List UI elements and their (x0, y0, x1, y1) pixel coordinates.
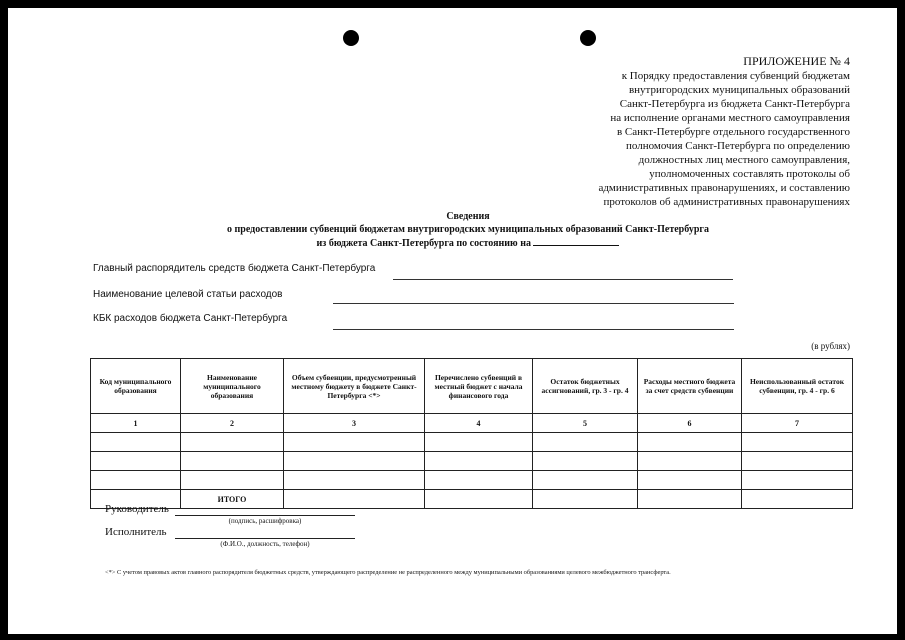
table-cell[interactable] (91, 471, 181, 490)
table-cell[interactable] (425, 471, 533, 490)
table-cell[interactable] (181, 433, 284, 452)
executor-signature-field[interactable] (175, 538, 355, 539)
table-cell[interactable] (91, 452, 181, 471)
table-cell[interactable] (425, 433, 533, 452)
appendix-line: полномочия Санкт-Петербурга по определению (625, 140, 850, 152)
appendix-line: Санкт-Петербурга из бюджета Санкт-Петербурга (619, 98, 850, 110)
table-cell[interactable] (742, 490, 853, 509)
main-manager-field[interactable] (393, 279, 733, 280)
punch-hole (343, 30, 359, 46)
column-number: 3 (284, 414, 425, 433)
table-cell[interactable] (742, 433, 853, 452)
main-manager-label: Главный распорядитель средств бюджета Санкт-Петербурга (93, 263, 376, 274)
column-number: 7 (742, 414, 853, 433)
column-header: Перечислено субвенций в местный бюджет с начала финансового года (425, 359, 533, 414)
table-cell[interactable] (533, 452, 638, 471)
column-header: Остаток бюджетных ассигнований, гр. 3 - гр. 4 (533, 359, 638, 414)
table-cell[interactable] (425, 490, 533, 509)
executor-hint: (Ф.И.О., должность, телефон) (220, 540, 310, 548)
appendix-line: административных правонарушениях, и составлению (598, 182, 850, 194)
appendix-line: на исполнение органами местного самоуправления (610, 112, 850, 124)
appendix-line: протоколов об административных правонарушениях (603, 196, 850, 208)
column-number: 6 (638, 414, 742, 433)
subvention-table (90, 358, 853, 509)
kbk-field[interactable] (333, 329, 734, 330)
table-cell[interactable] (533, 490, 638, 509)
appendix-line: внутригородских муниципальных образований (628, 84, 850, 96)
head-hint: (подпись, расшифровка) (228, 517, 302, 525)
table-row (91, 433, 853, 452)
total-row (91, 490, 853, 509)
head-signature-field[interactable] (175, 515, 355, 516)
table-cell[interactable] (533, 433, 638, 452)
appendix-line: в Санкт-Петербурге отдельного государственного (616, 126, 850, 138)
table-cell[interactable] (533, 471, 638, 490)
target-article-field[interactable] (333, 303, 734, 304)
appendix-line: должностных лиц местного самоуправления, (638, 154, 850, 166)
table-cell[interactable] (284, 452, 425, 471)
table-cell[interactable] (638, 452, 742, 471)
table-cell[interactable] (638, 433, 742, 452)
table-cell[interactable] (284, 471, 425, 490)
table-header-row (91, 359, 853, 414)
column-header: Неиспользованный остаток субвенции, гр. 4 - гр. 6 (742, 359, 853, 414)
document-page (8, 8, 897, 634)
heading-title: Сведения (446, 211, 490, 222)
table-cell[interactable] (284, 490, 425, 509)
column-number: 2 (181, 414, 284, 433)
document-heading (148, 210, 788, 250)
appendix-block (550, 53, 850, 209)
table-cell[interactable] (638, 471, 742, 490)
heading-line: о предоставлении субвенций бюджетам внутригородских муниципальных образований Санкт-Петербурга (227, 224, 709, 235)
column-header: Код муниципального образования (91, 359, 181, 414)
column-number: 4 (425, 414, 533, 433)
table-row (91, 452, 853, 471)
column-number-row (91, 414, 853, 433)
heading-date-line (148, 236, 788, 250)
appendix-line: уполномоченных составлять протоколы об (649, 168, 850, 180)
heading-line: из бюджета Санкт-Петербурга по состоянию на (316, 238, 531, 249)
table-row (91, 471, 853, 490)
head-label: Руководитель (105, 503, 169, 515)
footnote: <*> С учетом правовых актов главного распорядителя бюджетных средств, утверждающего распределение не распределенного между муниципальными образованиями целевого межбюджетного трансферта. (105, 569, 671, 576)
table-cell[interactable] (638, 490, 742, 509)
total-label: ИТОГО (181, 490, 284, 509)
table-cell[interactable] (181, 452, 284, 471)
table-cell[interactable] (425, 452, 533, 471)
table-cell[interactable] (742, 471, 853, 490)
table-cell[interactable] (181, 471, 284, 490)
appendix-line: к Порядку предоставления субвенций бюджетам (621, 70, 850, 82)
column-header: Расходы местного бюджета за счет средств субвенции (638, 359, 742, 414)
column-number: 5 (533, 414, 638, 433)
date-blank[interactable] (533, 236, 619, 246)
table-cell[interactable] (742, 452, 853, 471)
table-cell[interactable] (91, 433, 181, 452)
punch-hole (580, 30, 596, 46)
column-header: Наименование муниципального образования (181, 359, 284, 414)
target-article-label: Наименование целевой статьи расходов (93, 289, 283, 300)
column-header: Объем субвенции, предусмотренный местному бюджету в бюджете Санкт-Петербурга <*> (284, 359, 425, 414)
appendix-title: ПРИЛОЖЕНИЕ № 4 (743, 54, 850, 68)
units-label: (в рублях) (811, 341, 850, 351)
column-number: 1 (91, 414, 181, 433)
table-cell[interactable] (284, 433, 425, 452)
kbk-label: КБК расходов бюджета Санкт-Петербурга (93, 313, 288, 324)
executor-label: Исполнитель (105, 526, 167, 538)
